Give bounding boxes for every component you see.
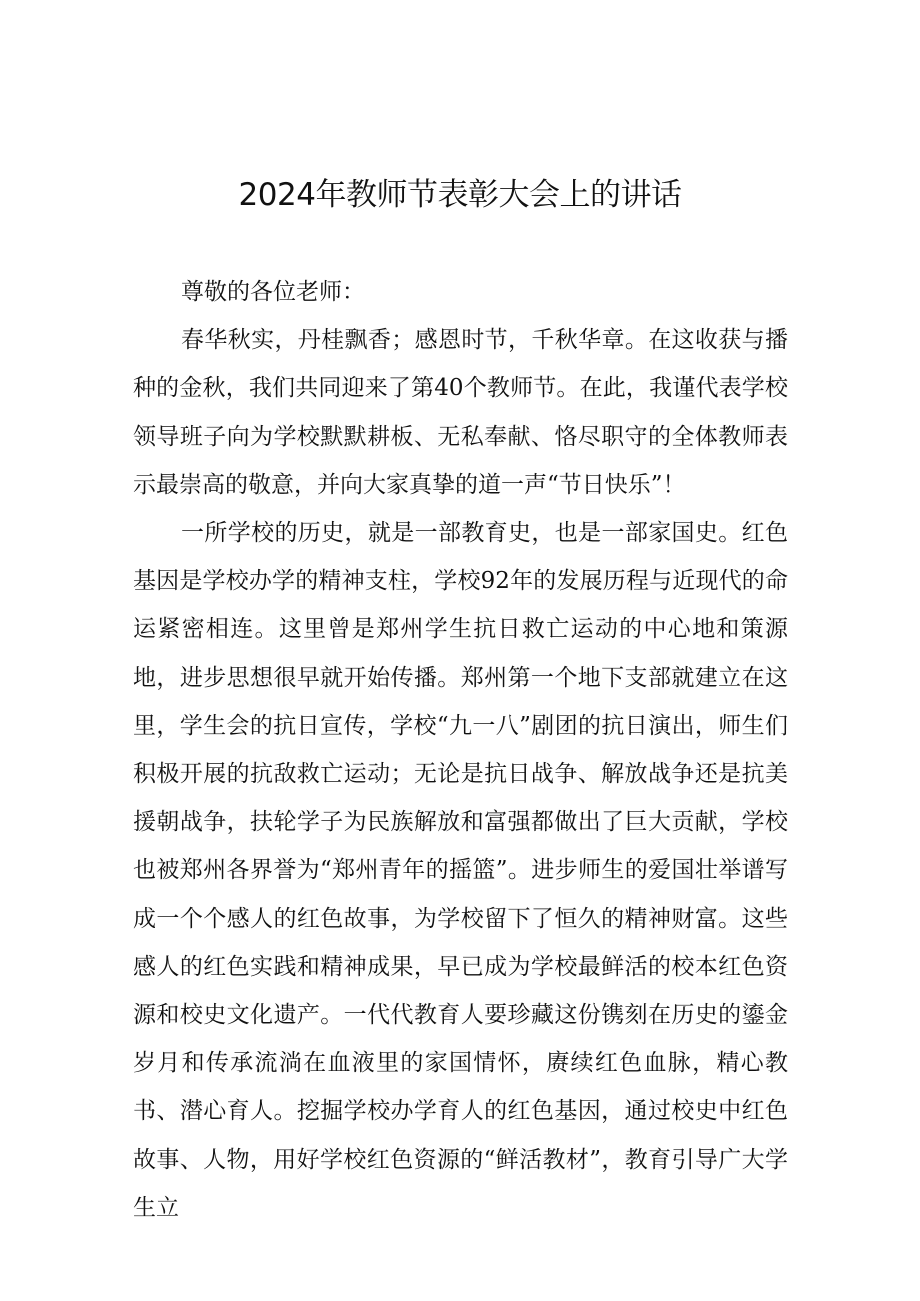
paragraph-2: 一所学校的历史，就是一部教育史，也是一部家国史。红色基因是学校办学的精神支柱，学校92年的发展历程与近现代的命运紧密相连。这里曾是郑州学生抗日救亡运动的中心地和策源地，进步思想很早就开始传播。郑州第一个地下支部就建立在这里，学生会的抗日宣传，学校“九一八”剧团的抗日演出，师生们积极开展的抗敌救亡运动；无论是抗日战争、解放战争还是抗美援朝战争，扶轮学子为民族解放和富强都做出了巨大贡献，学校也被郑州各界誉为“郑州青年的摇篮”。进步师生的爱国壮举谱写成一个个感人的红色故事，为学校留下了恒久的精神财富。这些感人的红色实践和精神成果，早已成为学校最鲜活的校本红色资源和校史文化遗产。一代代教育人要珍藏这份镌刻在历史的鎏金岁月和传承流淌在血液里的家国情怀，赓续红色血脉，精心教书、潜心育人。挖掘学校办学育人的红色基因，通过校史中红色故事、人物，用好学校红色资源的“鲜活教材”，教育引导广大学生立 [133, 520, 788, 1221]
document-title: 2024年教师节表彰大会上的讲话 [238, 177, 682, 213]
paragraph-1: 春华秋实，丹桂飘香；感恩时节，千秋华章。在这收获与播种的金秋，我们共同迎来了第40个教师节。在此，我谨代表学校领导班子向为学校默默耕板、无私奉献、恪尽职守的全体教师表示最崇高的敬意，并向大家真挚的道一声“节日快乐”！ [133, 327, 788, 498]
document-body [133, 268, 788, 1232]
greeting-line: 尊敬的各位老师： [181, 279, 365, 305]
